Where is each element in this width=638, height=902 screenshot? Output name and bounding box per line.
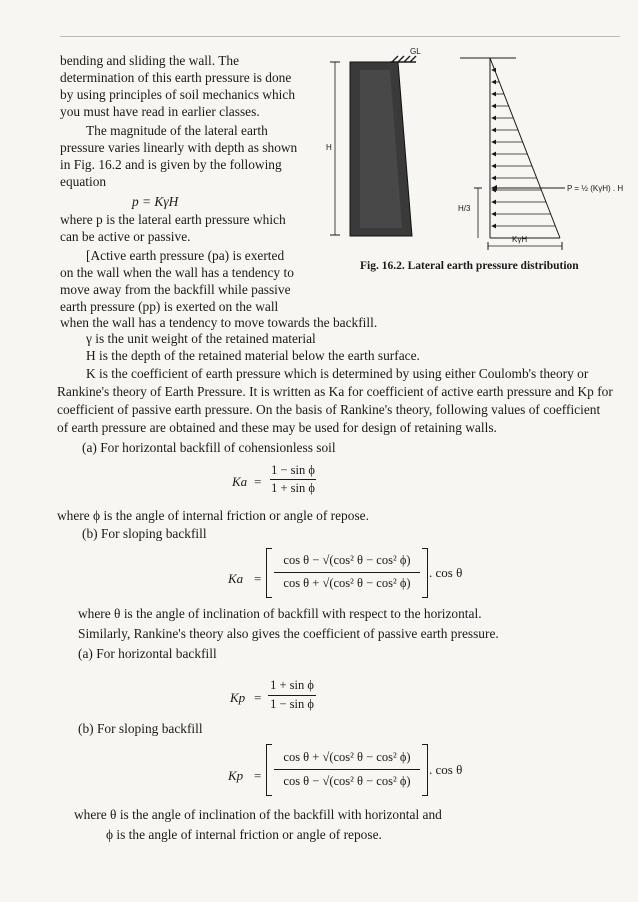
fraction-bar	[268, 695, 316, 696]
kp-h-denominator: 1 − sin ϕ	[270, 697, 314, 711]
fraction-bar	[270, 479, 316, 480]
text-line: Rankine's theory of Earth Pressure. It is written as Ka for coefficient of active earth pressure and Kp for	[57, 384, 613, 399]
ka-symbol: Ka	[228, 571, 244, 586]
times-cos-theta: . cos θ	[429, 762, 463, 777]
resultant-formula: P = ½ (KγH) . H	[567, 184, 624, 193]
kp-s-numerator: cos θ + √(cos² θ − cos² ϕ)	[283, 750, 411, 764]
page-top-rule	[60, 36, 620, 37]
text-line: equation	[60, 174, 107, 189]
text-line: earth pressure (pp) is exerted on the wall	[60, 299, 279, 314]
equals-sign: =	[254, 768, 262, 783]
text-line: pressure varies linearly with depth as shown	[60, 140, 298, 155]
ka-s-numerator: cos θ − √(cos² θ − cos² ϕ)	[283, 553, 411, 567]
text-line: determination of this earth pressure is done	[60, 70, 292, 85]
text-line: where θ is the angle of inclination of backfill with respect to the horizontal.	[78, 606, 482, 621]
text-line: when the wall has a tendency to move towards the backfill.	[60, 315, 378, 330]
fraction-bar	[274, 769, 420, 770]
gl-label: GL	[410, 47, 421, 56]
text-line: where θ is the angle of inclination of the backfill with horizontal and	[74, 807, 442, 822]
text-line: (a) For horizontal backfill of cohensionless soil	[82, 440, 336, 455]
text-line: Similarly, Rankine's theory also gives the coefficient of passive earth pressure.	[78, 626, 499, 641]
text-line: you must have read in earlier classes.	[60, 104, 260, 119]
text-line: move away from the backfill while passive	[60, 282, 291, 297]
text-line: coefficient of passive earth pressure. On the basis of Rankine's theory, following values of coefficient	[57, 402, 601, 417]
text-line: of earth pressure are obtained and these may be used for design of retaining walls.	[57, 420, 497, 435]
fraction-bar	[274, 572, 420, 573]
kp-h-numerator: 1 + sin ϕ	[270, 678, 314, 692]
ka-h-numerator: 1 − sin ϕ	[271, 463, 315, 477]
times-cos-theta: . cos θ	[429, 565, 463, 580]
text-line: (a) For horizontal backfill	[78, 646, 217, 661]
text-line: on the wall when the wall has a tendency to	[60, 265, 294, 280]
text-line: by using principles of soil mechanics which	[60, 87, 296, 102]
text-line: where ϕ is the angle of internal friction or angle of repose.	[57, 508, 369, 523]
text-line: γ is the unit weight of the retained material	[86, 331, 316, 346]
text-line: where p is the lateral earth pressure which	[60, 212, 286, 227]
earth-pressure-figure	[320, 40, 620, 275]
kp-s-denominator: cos θ − √(cos² θ − cos² ϕ)	[283, 774, 411, 788]
text-line: K is the coefficient of earth pressure which is determined by using either Coulomb's theory or	[86, 366, 589, 381]
equation-p: p = KγH	[132, 194, 179, 209]
text-line: can be active or passive.	[60, 229, 191, 244]
h-label: H	[326, 143, 332, 152]
equals-sign: =	[254, 474, 262, 489]
ka-h-denominator: 1 + sin ϕ	[271, 481, 315, 495]
kyh-label: KγH	[512, 235, 528, 244]
text-line: (b) For sloping backfill	[82, 526, 207, 541]
text-line: The magnitude of the lateral earth	[86, 123, 268, 138]
equals-sign: =	[254, 571, 262, 586]
equals-sign: =	[254, 690, 262, 705]
kp-symbol: Kp	[228, 768, 244, 783]
text-line: H is the depth of the retained material below the earth surface.	[86, 348, 420, 363]
ka-s-denominator: cos θ + √(cos² θ − cos² ϕ)	[283, 576, 411, 590]
text-line: [Active earth pressure (pa) is exerted	[86, 248, 285, 263]
right-bracket	[422, 744, 428, 796]
text-line: in Fig. 16.2 and is given by the following	[60, 157, 282, 172]
text-line: ϕ is the angle of internal friction or angle of repose.	[106, 827, 382, 842]
ground-hatch-icon	[390, 56, 416, 62]
right-bracket	[422, 548, 428, 598]
figure-caption: Fig. 16.2. Lateral earth pressure distribution	[360, 260, 579, 272]
ka-symbol: Ka	[232, 474, 248, 489]
h3-label: H/3	[458, 204, 471, 213]
text-line: bending and sliding the wall. The	[60, 53, 240, 68]
text-line: (b) For sloping backfill	[78, 721, 203, 736]
kp-symbol: Kp	[230, 690, 246, 705]
